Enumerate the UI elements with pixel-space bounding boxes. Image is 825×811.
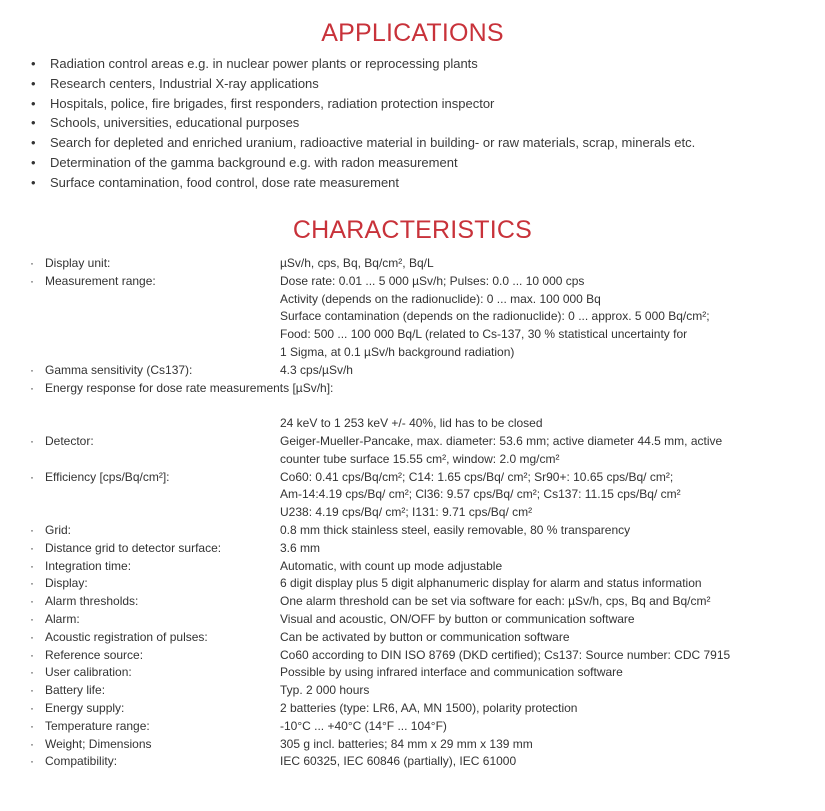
- characteristic-row: [0, 736, 825, 754]
- application-item: [0, 94, 695, 114]
- characteristic-row: [0, 611, 825, 629]
- characteristic-value: [280, 362, 750, 380]
- value-line: IEC 60325, IEC 60846 (partially), IEC 61000: [280, 754, 517, 769]
- row-spacer: [0, 397, 825, 415]
- application-item: [0, 133, 695, 153]
- bullet-icon: ·: [30, 754, 34, 769]
- bullet-icon: ·: [30, 273, 34, 288]
- value-line: Am-14:4.19 cps/Bq/ cm²; Cl36: 9.57 cps/Bq/ cm²; Cs137: 11.15 cps/Bq/ cm²: [280, 487, 681, 502]
- value-line: Can be activated by button or communication software: [280, 629, 570, 644]
- characteristic-value: [280, 700, 750, 718]
- characteristic-value: [280, 736, 750, 754]
- bullet-icon: ·: [30, 433, 34, 448]
- characteristic-value: [280, 718, 750, 736]
- characteristic-row: [0, 273, 825, 362]
- characteristic-value: [280, 522, 750, 540]
- application-item: [0, 74, 695, 94]
- bullet-icon: •: [31, 115, 36, 131]
- application-item: [0, 173, 695, 193]
- application-text: Hospitals, police, fire brigades, first responders, radiation protection inspector: [50, 95, 495, 111]
- characteristics-table: [0, 255, 825, 771]
- characteristic-value: [280, 558, 750, 576]
- value-line: 6 digit display plus 5 digit alphanumeric display for alarm and status information: [280, 576, 702, 591]
- characteristic-label: User calibration:: [45, 665, 132, 680]
- bullet-icon: •: [31, 56, 36, 71]
- bullet-icon: ·: [30, 594, 34, 609]
- value-line: 24 keV to 1 253 keV +/- 40%, lid has to be closed: [280, 416, 543, 431]
- bullet-icon: ·: [30, 576, 34, 591]
- characteristics-heading: CHARACTERISTICS: [292, 216, 533, 244]
- bullet-icon: ·: [30, 647, 34, 662]
- application-text: Surface contamination, food control, dose rate measurement: [50, 174, 400, 190]
- characteristic-row: [0, 415, 825, 433]
- value-line: Co60 according to DIN ISO 8769 (DKD certified); Cs137: Source number: CDC 7915: [280, 647, 731, 662]
- characteristic-label: Measurement range:: [45, 273, 156, 288]
- characteristic-value: [280, 753, 750, 771]
- characteristic-label: Energy supply:: [45, 700, 125, 715]
- characteristic-value: [280, 593, 750, 611]
- value-line: 3.6 mm: [280, 540, 321, 555]
- characteristic-row: [0, 647, 825, 665]
- value-line: Possible by using infrared interface and communication software: [280, 665, 623, 680]
- bullet-icon: •: [31, 95, 36, 111]
- bullet-icon: •: [31, 75, 36, 91]
- characteristic-label: Efficiency [cps/Bq/cm²]:: [45, 469, 170, 484]
- characteristic-label: Detector:: [45, 433, 94, 448]
- bullet-icon: •: [31, 154, 36, 170]
- characteristic-value: [280, 255, 750, 273]
- value-line: Typ. 2 000 hours: [280, 683, 370, 698]
- characteristic-value: [280, 664, 750, 682]
- characteristic-label: Display unit:: [45, 256, 111, 270]
- characteristic-label: Distance grid to detector surface:: [45, 540, 222, 555]
- characteristic-label: Compatibility:: [45, 754, 118, 769]
- application-item: [0, 153, 695, 173]
- bullet-icon: ·: [30, 540, 34, 555]
- characteristic-value: [280, 540, 750, 558]
- characteristic-value: [280, 273, 750, 362]
- characteristic-value: [280, 647, 750, 665]
- value-line: 305 g incl. batteries; 84 mm x 29 mm x 139 mm: [280, 736, 533, 751]
- characteristic-value: [280, 433, 750, 469]
- characteristic-row: [0, 433, 825, 469]
- bullet-icon: •: [31, 174, 36, 190]
- value-line: Activity (depends on the radionuclide): 0 ... max. 100 000 Bq: [280, 291, 601, 306]
- characteristic-value: [280, 415, 750, 433]
- bullet-icon: ·: [30, 736, 34, 751]
- bullet-icon: ·: [30, 665, 34, 680]
- value-line: One alarm threshold can be set via software for each: µSv/h, cps, Bq and Bq/cm²: [280, 594, 711, 609]
- application-text: Radiation control areas e.g. in nuclear power plants or reprocessing plants: [50, 56, 478, 71]
- value-line: Visual and acoustic, ON/OFF by button or communication software: [280, 611, 635, 626]
- bullet-icon: ·: [30, 380, 34, 395]
- bullet-icon: ·: [30, 718, 34, 733]
- value-line: µSv/h, cps, Bq, Bq/cm², Bq/L: [280, 256, 434, 270]
- value-line: Food: 500 ... 100 000 Bq/L (related to Cs-137, 30 % statistical uncertainty for: [280, 327, 688, 342]
- bullet-icon: ·: [30, 700, 34, 715]
- value-line: Surface contamination (depends on the radionuclide): 0 ... approx. 5 000 Bq/cm²;: [280, 309, 710, 324]
- bullet-icon: ·: [30, 362, 34, 377]
- characteristic-label: Weight; Dimensions: [45, 736, 152, 751]
- value-line: Dose rate: 0.01 ... 5 000 µSv/h; Pulses: 0.0 ... 10 000 cps: [280, 273, 585, 288]
- application-item: [0, 54, 695, 74]
- application-text: Search for depleted and enriched uranium, radioactive material in building- or raw materials, scrap, minerals etc.: [50, 135, 696, 151]
- applications-heading: APPLICATIONS: [321, 19, 504, 47]
- value-line: U238: 4.19 cps/Bq/ cm²; I131: 9.71 cps/Bq/ cm²: [280, 505, 533, 520]
- characteristic-row: [0, 593, 825, 611]
- characteristic-label: Alarm thresholds:: [45, 594, 139, 609]
- characteristic-row: [0, 718, 825, 736]
- bullet-icon: ·: [30, 683, 34, 698]
- characteristic-value: [280, 629, 750, 647]
- characteristic-label: Integration time:: [45, 558, 132, 573]
- characteristic-label: Acoustic registration of pulses:: [45, 629, 208, 644]
- characteristic-row: [0, 700, 825, 718]
- value-line: 0.8 mm thick stainless steel, easily removable, 80 % transparency: [280, 522, 631, 537]
- bullet-icon: ·: [30, 629, 34, 644]
- bullet-icon: ·: [30, 522, 34, 537]
- characteristic-row: [0, 362, 825, 380]
- application-text: Determination of the gamma background e.g. with radon measurement: [50, 154, 458, 170]
- value-line: Geiger-Mueller-Pancake, max. diameter: 53.6 mm; active diameter 44.5 mm, active: [280, 433, 723, 448]
- characteristic-row: [0, 753, 825, 771]
- characteristic-row: [0, 469, 825, 522]
- characteristic-row: [0, 540, 825, 558]
- value-line: -10°C ... +40°C (14°F ... 104°F): [280, 718, 447, 733]
- value-line: counter tube surface 15.55 cm², window: 2.0 mg/cm²: [280, 451, 560, 466]
- characteristic-value: [280, 682, 750, 700]
- bullet-icon: •: [31, 135, 36, 151]
- characteristic-label: Reference source:: [45, 647, 144, 662]
- characteristic-label: Temperature range:: [45, 718, 150, 733]
- characteristic-row: [0, 682, 825, 700]
- characteristic-row: [0, 629, 825, 647]
- application-text: Schools, universities, educational purposes: [50, 115, 300, 131]
- characteristic-value: [280, 469, 750, 522]
- value-line: Automatic, with count up mode adjustable: [280, 558, 503, 573]
- bullet-icon: ·: [30, 611, 34, 626]
- application-text: Research centers, Industrial X-ray applications: [50, 75, 319, 91]
- characteristic-row: [0, 664, 825, 682]
- characteristic-row: [0, 558, 825, 576]
- characteristic-row: [0, 575, 825, 593]
- value-line: Co60: 0.41 cps/Bq/cm²; C14: 1.65 cps/Bq/ cm²; Sr90+: 10.65 cps/Bq/ cm²;: [280, 469, 674, 484]
- value-line: 1 Sigma, at 0.1 µSv/h background radiation): [280, 344, 515, 359]
- bullet-icon: ·: [30, 469, 34, 484]
- bullet-icon: ·: [30, 558, 34, 573]
- characteristic-row: [0, 522, 825, 540]
- bullet-icon: ·: [30, 256, 34, 270]
- applications-list: [0, 54, 695, 193]
- characteristic-label: Battery life:: [45, 683, 106, 698]
- characteristic-label: Display:: [45, 576, 88, 591]
- characteristic-label: Gamma sensitivity (Cs137):: [45, 362, 193, 377]
- characteristic-row: [0, 255, 825, 273]
- value-line: 2 batteries (type: LR6, AA, MN 1500), polarity protection: [280, 700, 578, 715]
- characteristic-value: [280, 611, 750, 629]
- value-line: 4.3 cps/µSv/h: [280, 362, 353, 377]
- application-item: [0, 113, 695, 133]
- characteristic-label: Alarm:: [45, 611, 80, 626]
- characteristic-label: Grid:: [45, 522, 72, 537]
- characteristic-label: Energy response for dose rate measurements [µSv/h]:: [45, 380, 334, 395]
- characteristic-value: [280, 575, 750, 593]
- characteristic-row: [0, 380, 825, 398]
